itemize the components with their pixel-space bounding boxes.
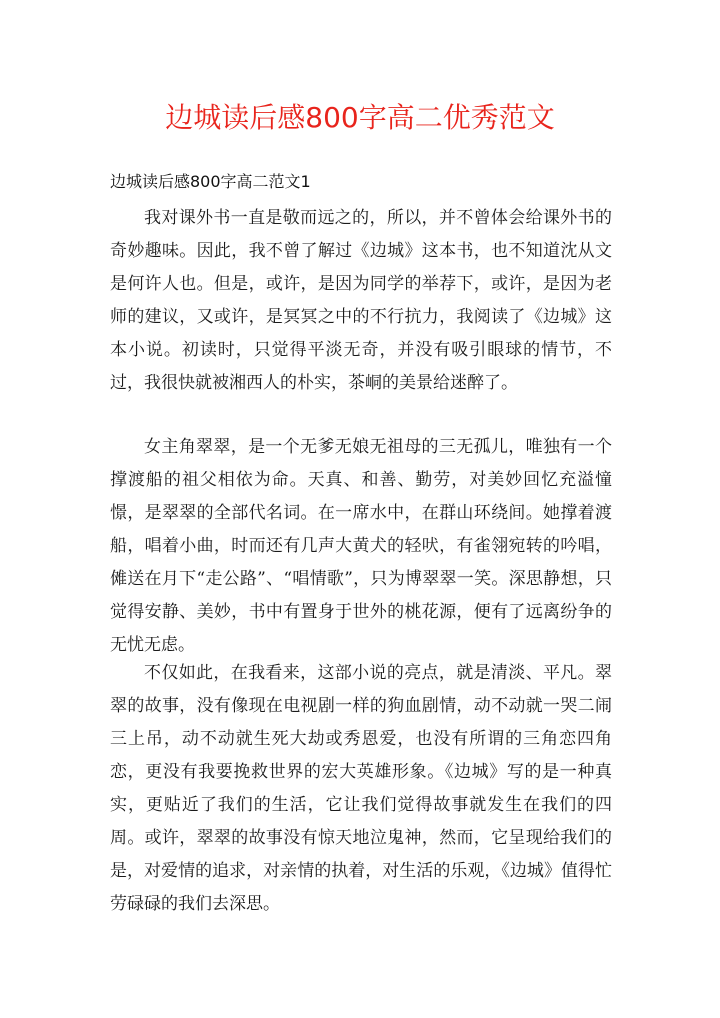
- document-subtitle: 边城读后感800字高二范文1: [110, 172, 311, 191]
- document-title: 边城读后感800字高二优秀范文: [165, 101, 555, 134]
- body-paragraph: 我对课外书一直是敬而远之的，所以，并不曾体会给课外书的奇妙趣味。因此，我不曾了解过《边城》这本书，也不知道沈从文是何许人也。但是，或许，是因为同学的举荐下，或许，是因为老师的建议，又或许，是冥冥之中的不行抗力，我阅读了《边城》这本小说。初读时，只觉得平淡无奇，并没有吸引眼球的情节，不过，我很快就被湘西人的朴实，茶峒的美景给迷醉了。: [110, 208, 612, 393]
- body-paragraph: 女主角翠翠，是一个无爹无娘无祖母的三无孤儿，唯独有一个撑渡船的祖父相依为命。天真、和善、勤劳，对美妙回忆充溢憧憬，是翠翠的全部代名词。在一席水中，在群山环绕间。她撑着渡船，唱着小曲，时而还有几声大黄犬的轻吠，有雀翎宛转的吟唱，傩送在月下“走公路”、“唱情歌”，只为博翠翠一笑。深思静想，只觉得安静、美妙，书中有置身于世外的桃花源，便有了远离纷争的无忧无虑。: [110, 437, 612, 655]
- body-paragraph: 不仅如此，在我看来，这部小说的亮点，就是清淡、平凡。翠翠的故事，没有像现在电视剧一样的狗血剧情，动不动就一哭二闹三上吊，动不动就生死大劫或秀恩爱，也没有所谓的三角恋四角恋，更没有我要挽救世界的宏大英雄形象。《边城》写的是一种真实，更贴近了我们的生活，它让我们觉得故事就发生在我们的四周。或许，翠翠的故事没有惊天地泣鬼神，然而，它呈现给我们的是，对爱情的追求，对亲情的执着，对生活的乐观，《边城》值得忙劳碌碌的我们去深思。: [110, 663, 612, 914]
